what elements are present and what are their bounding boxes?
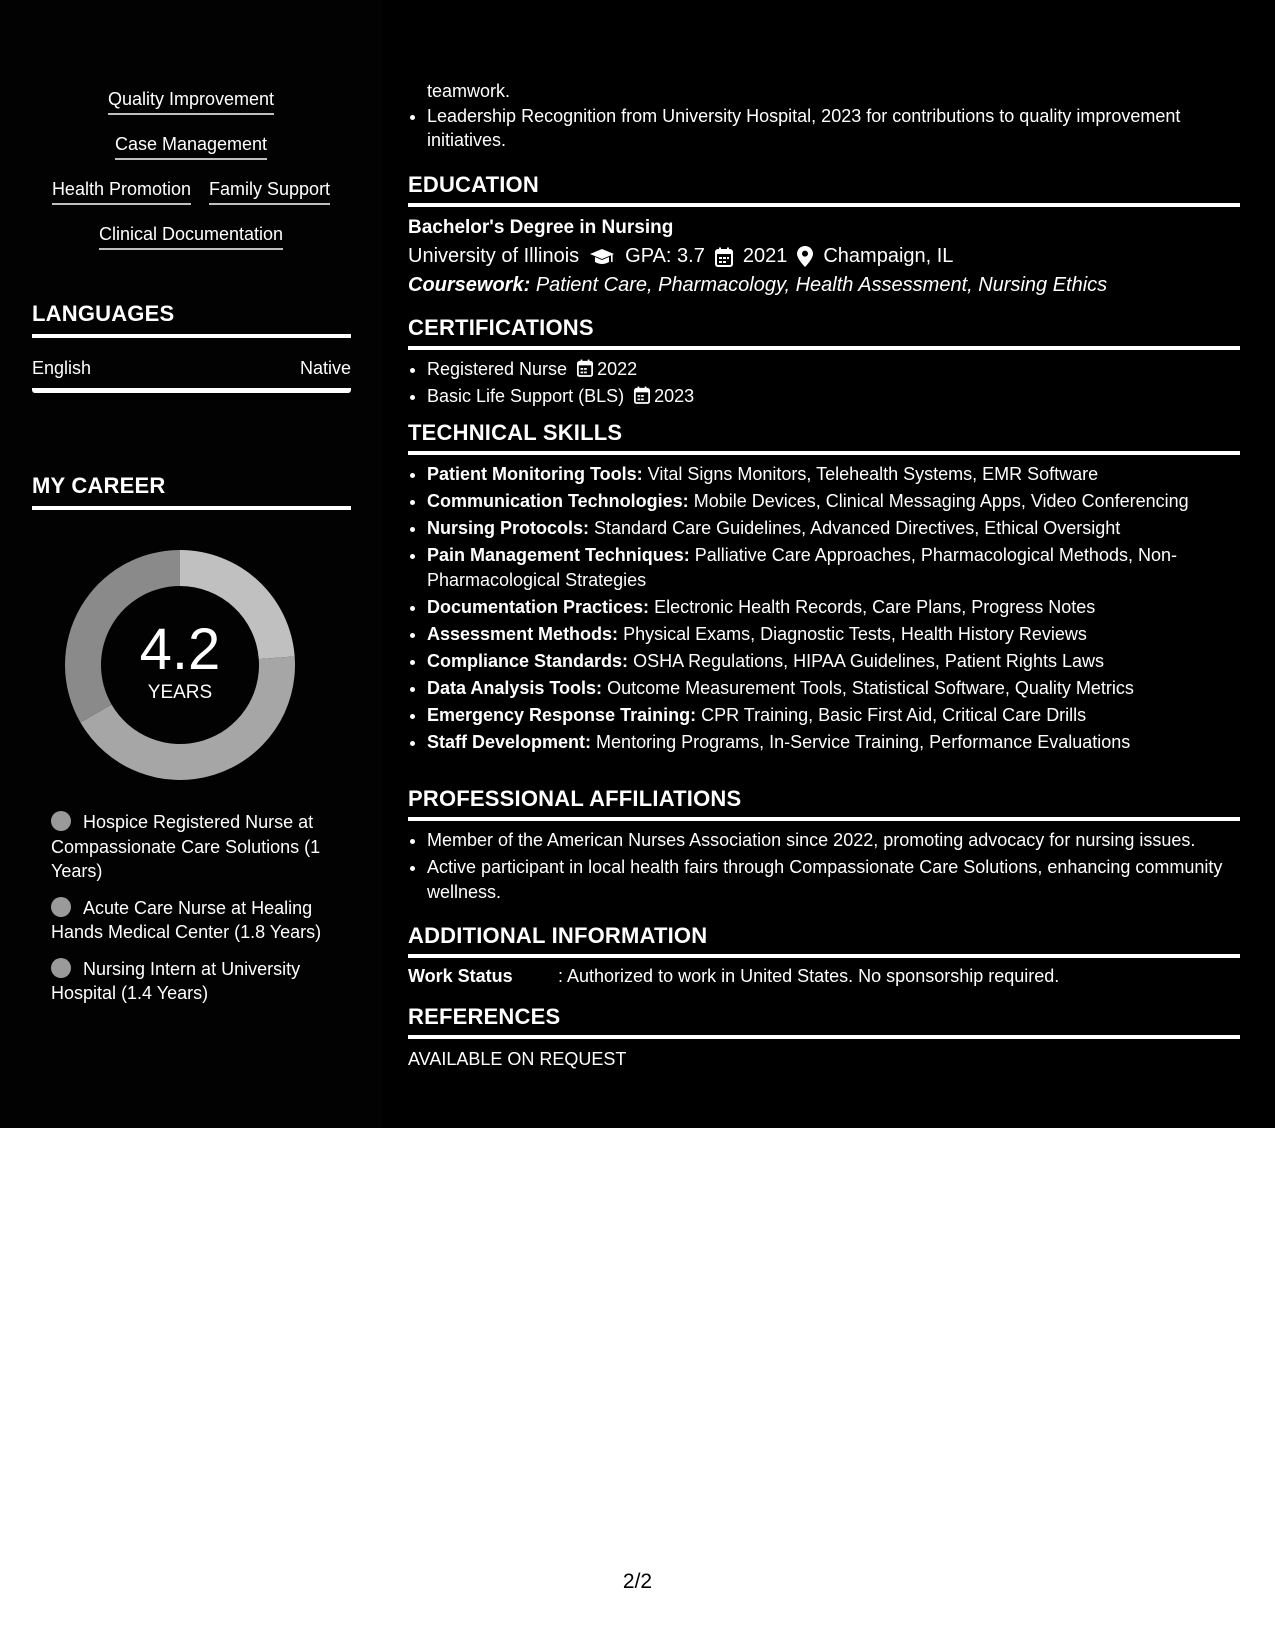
language-name: English xyxy=(32,358,92,378)
skill-tag: Family Support xyxy=(209,178,330,205)
certification-name: Registered Nurse xyxy=(427,359,568,379)
education-heading: EDUCATION xyxy=(408,172,1240,207)
skill-values: Mobile Devices, Clinical Messaging Apps, Video Conferencing xyxy=(693,491,1189,511)
skill-category: Pain Management Techniques: xyxy=(427,545,690,565)
skill-tag-row xyxy=(32,223,350,250)
skill-category: Documentation Practices: xyxy=(427,596,650,617)
skill-category: Data Analysis Tools: xyxy=(427,677,603,698)
career-item-text: Hospice Registered Nurse at Compassionate Care Solutions (1 Years) xyxy=(51,812,321,881)
skill-category: Assessment Methods: xyxy=(427,623,619,644)
skill-tag: Health Promotion xyxy=(52,178,191,205)
awards-tail-line: teamwork. xyxy=(427,81,511,101)
certification-item xyxy=(427,357,1240,382)
list-item: • Member of the American Nurses Association since 2022, promoting advocacy for nursing issues. xyxy=(427,828,1240,853)
technical-skills-list xyxy=(408,462,1240,754)
career-list xyxy=(51,810,351,1018)
skill-values: Vital Signs Monitors, Telehealth Systems, EMR Software xyxy=(647,464,1099,484)
career-heading: MY CAREER xyxy=(32,473,351,510)
skill-tag-row xyxy=(32,178,350,205)
career-item xyxy=(51,810,351,884)
list-item: • Active participant in local health fairs through Compassionate Care Solutions, enhancing community wellness. xyxy=(427,855,1240,904)
calendar-icon xyxy=(715,247,733,267)
skill-values: Electronic Health Records, Care Plans, Progress Notes xyxy=(654,596,1096,617)
skill-item xyxy=(427,676,1240,701)
list-item: • Leadership Recognition from University Hospital, 2023 for contributions to quality improvement initiatives. xyxy=(427,104,1240,153)
skill-item xyxy=(427,462,1240,487)
coursework-list: Patient Care, Pharmacology, Health Assessment, Nursing Ethics xyxy=(535,274,1108,296)
gpa: GPA: 3.7 xyxy=(625,245,705,267)
affiliations-section xyxy=(408,786,1240,907)
awards-continued xyxy=(408,79,1240,155)
skill-values: Mentoring Programs, In-Service Training, Performance Evaluations xyxy=(596,731,1131,752)
language-row xyxy=(32,358,351,393)
school-name: University of Illinois xyxy=(408,245,580,267)
skill-category: Patient Monitoring Tools: xyxy=(427,464,643,484)
coursework-label: Coursework: xyxy=(408,274,531,296)
skill-item xyxy=(427,516,1240,541)
certification-year: 2022 xyxy=(597,359,638,379)
degree-title: Bachelor's Degree in Nursing xyxy=(408,217,674,238)
career-total-unit: YEARS xyxy=(147,682,213,703)
skill-values: Palliative Care Approaches, Pharmacological Methods, Non-Pharmacological Strategies xyxy=(427,545,1177,590)
career-item-text: Nursing Intern at University Hospital (1.4 Years) xyxy=(51,958,301,1003)
skill-values: CPR Training, Basic First Aid, Critical Care Drills xyxy=(701,704,1087,725)
education-section xyxy=(408,172,1240,297)
career-item xyxy=(51,896,351,945)
certifications-section xyxy=(408,315,1240,411)
references-heading: REFERENCES xyxy=(408,1004,1240,1039)
skill-tag-row xyxy=(32,88,350,115)
calendar-icon xyxy=(577,359,593,377)
bullet-dot-icon xyxy=(51,897,71,917)
skill-category: Nursing Protocols: xyxy=(427,518,590,538)
skill-values: Standard Care Guidelines, Advanced Directives, Ethical Oversight xyxy=(594,518,1121,538)
skill-item xyxy=(427,730,1240,755)
skill-tag-row xyxy=(32,133,350,160)
page-number: 2/2 xyxy=(622,1570,653,1593)
graduation-cap-icon xyxy=(589,248,615,266)
additional-info-section xyxy=(408,923,1240,987)
graduation-year: 2021 xyxy=(742,245,788,267)
skill-item xyxy=(427,595,1240,620)
skill-values: Physical Exams, Diagnostic Tests, Health History Reviews xyxy=(623,623,1087,644)
skill-tag: Case Management xyxy=(115,133,267,160)
skill-tag: Quality Improvement xyxy=(108,88,274,115)
technical-skills-heading: TECHNICAL SKILLS xyxy=(408,420,1240,455)
skill-category: Emergency Response Training: xyxy=(427,704,697,725)
technical-skills-section xyxy=(408,420,1240,757)
skill-category: Staff Development: xyxy=(427,731,592,752)
work-status-label: Work Status xyxy=(408,966,513,986)
skill-values: Outcome Measurement Tools, Statistical Software, Quality Metrics xyxy=(607,677,1134,698)
sidebar xyxy=(0,0,383,1128)
additional-info-heading: ADDITIONAL INFORMATION xyxy=(408,923,1240,958)
coursework xyxy=(408,274,1240,297)
career-item-text: Acute Care Nurse at Healing Hands Medical Center (1.8 Years) xyxy=(51,897,322,942)
skill-item xyxy=(427,489,1240,514)
bullet-dot-icon xyxy=(51,811,71,831)
location-pin-icon xyxy=(797,246,813,267)
career-item xyxy=(51,957,351,1006)
career-total xyxy=(65,550,295,780)
skill-values: OSHA Regulations, HIPAA Guidelines, Patient Rights Laws xyxy=(633,650,1104,671)
skill-item xyxy=(427,543,1240,592)
references-text: AVAILABLE ON REQUEST xyxy=(408,1049,627,1069)
education-details xyxy=(408,245,1240,268)
skill-category: Compliance Standards: xyxy=(427,650,629,671)
skill-category: Communication Technologies: xyxy=(427,491,689,511)
work-status-row xyxy=(408,966,1240,987)
bullet-dot-icon xyxy=(51,958,71,978)
skill-item xyxy=(427,649,1240,674)
references-section xyxy=(408,1004,1240,1070)
language-level: Native xyxy=(299,358,351,378)
skill-item xyxy=(427,622,1240,647)
work-status-value: : Authorized to work in United States. No sponsorship required. xyxy=(558,966,1060,986)
certification-item xyxy=(427,384,1240,409)
calendar-icon xyxy=(634,386,650,404)
languages-heading: LANGUAGES xyxy=(32,301,351,338)
school-location: Champaign, IL xyxy=(823,245,954,267)
skill-item xyxy=(427,703,1240,728)
career-total-value: 4.2 xyxy=(139,617,221,682)
certification-year: 2023 xyxy=(654,386,695,406)
skill-tag: Clinical Documentation xyxy=(99,223,283,250)
certification-name: Basic Life Support (BLS) xyxy=(427,386,625,406)
certifications-heading: CERTIFICATIONS xyxy=(408,315,1240,350)
affiliations-heading: PROFESSIONAL AFFILIATIONS xyxy=(408,786,1240,821)
